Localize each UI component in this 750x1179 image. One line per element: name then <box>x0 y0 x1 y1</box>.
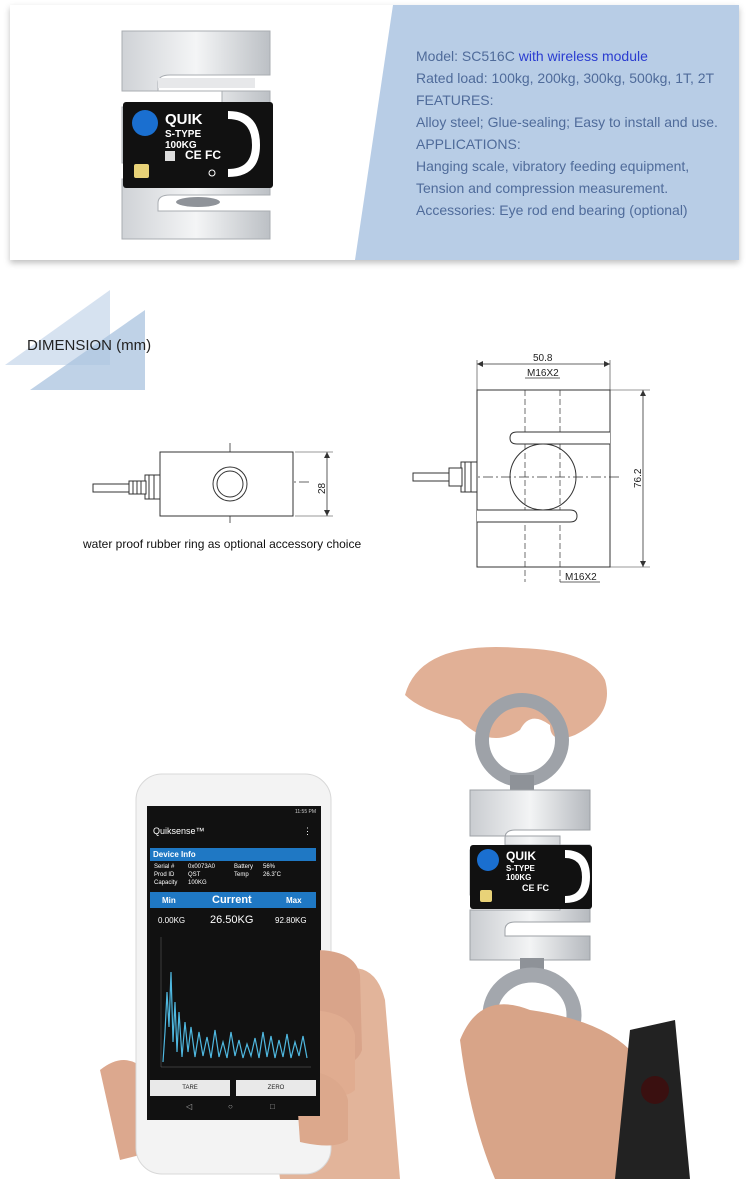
spec-applications-1: Hanging scale, vibratory feeding equipment, <box>416 158 690 174</box>
spec-features: Alloy steel; Glue-sealing; Easy to install and use. <box>416 114 718 130</box>
max-value: 92.80KG <box>275 916 307 925</box>
serial-value: 0x0073A0 <box>188 864 216 870</box>
thread-bottom-label: M16X2 <box>565 572 597 583</box>
app-title: Quiksense™ <box>153 826 205 836</box>
temp-label: Temp <box>234 872 249 878</box>
device-info-values-2 <box>263 863 281 879</box>
capacity-label: Capacity <box>154 880 178 886</box>
overflow-menu-icon[interactable]: ⋮ <box>303 826 312 836</box>
status-bar-time: 11:55 PM <box>294 809 316 815</box>
product-cert-text: CE FC <box>185 148 221 162</box>
front-view-drawing <box>405 350 655 590</box>
max-tab[interactable]: Max <box>286 896 302 905</box>
device-type-text: S-TYPE <box>506 864 535 873</box>
device-info-labels-2 <box>234 863 253 879</box>
min-value: 0.00KG <box>158 916 186 925</box>
tare-button[interactable]: TARE <box>150 1080 230 1096</box>
product-brand-text: QUIK <box>165 111 203 128</box>
battery-value: 56% <box>263 864 276 870</box>
dimension-title: DIMENSION (mm) <box>27 337 152 354</box>
zero-button[interactable]: ZERO <box>236 1080 316 1096</box>
spec-model <box>416 45 739 67</box>
weight-history-chart <box>151 932 317 1072</box>
device-capacity-text: 100KG <box>506 873 532 882</box>
thread-top-label: M16X2 <box>527 368 559 379</box>
load-cell-product-image <box>110 27 280 247</box>
prod-label: Prod ID <box>154 872 175 878</box>
reading-tabs <box>150 892 316 908</box>
current-value: 26.50KG <box>210 914 254 926</box>
side-view-drawing <box>85 438 340 528</box>
min-tab[interactable]: Min <box>162 896 176 905</box>
spec-applications-heading: APPLICATIONS: <box>416 136 521 152</box>
width-label: 50.8 <box>533 353 553 364</box>
section-title: Device Info <box>153 850 196 859</box>
current-tab[interactable]: Current <box>212 894 252 906</box>
spec-features-heading: FEATURES: <box>416 92 494 108</box>
spec-applications-2: Tension and compression measurement. <box>416 180 669 196</box>
prod-value: QST <box>188 872 201 878</box>
device-info-labels <box>154 863 177 887</box>
product-type-text: S-TYPE <box>165 129 202 140</box>
device-cert-text: CE FC <box>522 883 549 893</box>
battery-label: Battery <box>234 864 254 870</box>
device-brand-text: QUIK <box>506 849 536 863</box>
home-nav-icon[interactable]: ○ <box>228 1102 233 1111</box>
serial-label: Serial # <box>154 864 175 870</box>
spec-accessories: Accessories: Eye rod end bearing (optional) <box>416 202 688 218</box>
phone-screen <box>148 806 320 1116</box>
hands-pulling-load-cell-image <box>400 640 690 1179</box>
spec-rated-load: Rated load: 100kg, 200kg, 300kg, 500kg, 1T, 2T <box>416 70 715 86</box>
recents-nav-icon[interactable]: □ <box>270 1102 275 1111</box>
model-highlight: with wireless module <box>518 48 648 64</box>
spec-list <box>416 45 739 221</box>
device-info-values <box>188 863 215 887</box>
product-banner <box>10 5 739 260</box>
side-height-label: 28 <box>317 482 328 494</box>
device-info-header <box>150 848 316 861</box>
back-nav-icon[interactable]: ◁ <box>186 1102 193 1111</box>
temp-value: 26.3˚C <box>263 872 282 878</box>
capacity-value: 100KG <box>188 880 207 886</box>
model-text: Model: SC516C <box>416 48 519 64</box>
front-height-label: 76.2 <box>633 468 644 488</box>
product-capacity-text: 100KG <box>165 140 197 151</box>
accessory-note: water proof rubber ring as optional accessory choice <box>83 537 362 551</box>
